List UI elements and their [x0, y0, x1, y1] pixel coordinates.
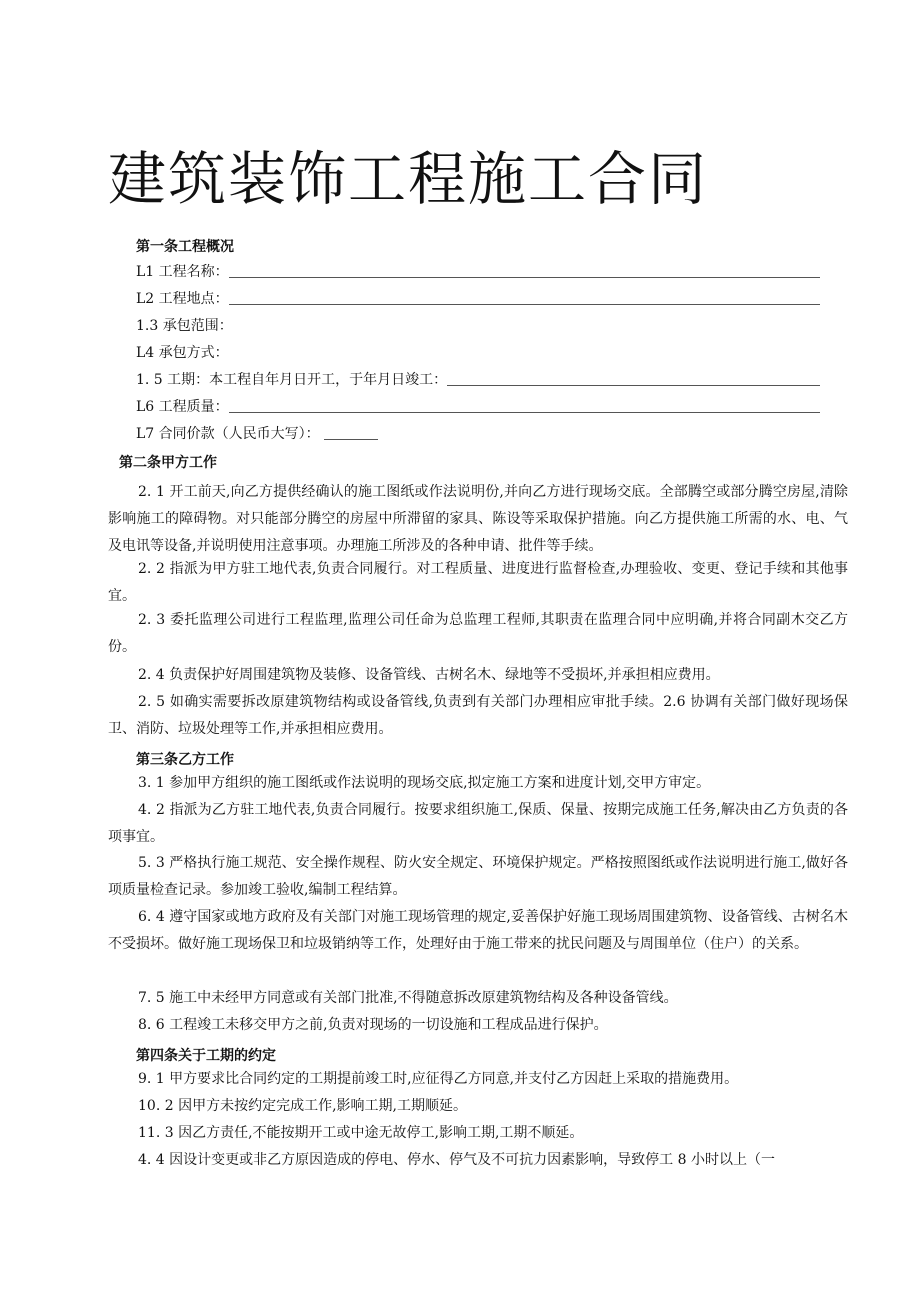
clause-2-4: 2. 4 负责保护好周围建筑物及装修、设备管线、古树名木、绿地等不受损坏,并承担相应费用。 — [138, 667, 720, 683]
field-label: L7 合同价款（人民币大写）： — [136, 426, 320, 442]
field-contract-method — [136, 342, 820, 362]
clause-2-1: 2. 1 开工前天,向乙方提供经确认的施工图纸或作法说明份,并向乙方进行现场交底。全部腾空或部分腾空房屋,清除影响施工的障碍物。对只能部分腾空的房屋中所滞留的家具、陈设等采取保护措施。向乙方提供施工所需的水、电、气及电讯等设备,并说明使用注意事项。办理施工所涉及的各种申请、批件等手续。 — [108, 484, 848, 554]
field-construction-period — [136, 369, 820, 389]
field-project-location — [136, 288, 820, 308]
article-1-heading: 第一条工程概况 — [136, 239, 234, 255]
clause-3-2: 4. 2 指派为乙方驻工地代表,负责合同履行。按要求组织施工,保质、保量、按期完成施工任务,解决由乙方负责的各项事宜。 — [108, 802, 848, 845]
clause-3-3: 5. 3 严格执行施工规范、安全操作规程、防火安全规定、环境保护规定。严格按照图纸或作法说明进行施工,做好各项质量检查记录。参加竣工验收,编制工程结算。 — [108, 855, 848, 898]
article-4-heading: 第四条关于工期的约定 — [136, 1048, 276, 1064]
clause-4-3: 11. 3 因乙方责任,不能按期开工或中途无故停工,影响工期,工期不顺延。 — [138, 1125, 584, 1141]
clause-2-2: 2. 2 指派为甲方驻工地代表,负责合同履行。对工程质量、进度进行监督检查,办理验收、变更、登记手续和其他事宜。 — [108, 561, 848, 604]
field-project-quality — [136, 396, 820, 416]
field-label: 1.3 承包范围： — [136, 318, 233, 334]
fill-in-line — [229, 276, 820, 278]
clause-4-1: 9. 1 甲方要求比合同约定的工期提前竣工时,应征得乙方同意,并支付乙方因赶上采取的措施费用。 — [138, 1071, 739, 1087]
clause-3-5: 7. 5 施工中未经甲方同意或有关部门批准,不得随意拆改原建筑物结构及各种设备管线。 — [138, 990, 678, 1006]
article-2-heading: 第二条甲方工作 — [119, 455, 217, 471]
field-contract-price — [136, 423, 378, 443]
field-label: 1. 5 工期：本工程自年月日开工，于年月日竣工： — [136, 372, 448, 388]
field-project-name — [136, 261, 820, 281]
clause-4-4: 4. 4 因设计变更或非乙方原因造成的停电、停水、停气及不可抗力因素影响，导致停工 8 小时以上（一 — [138, 1152, 775, 1168]
fill-in-line — [229, 411, 820, 413]
field-label: L6 工程质量： — [136, 399, 229, 415]
document-title: 建筑装饰工程施工合同 — [108, 145, 709, 213]
field-label: L4 承包方式： — [136, 345, 229, 361]
fill-in-line — [447, 384, 820, 386]
field-contract-scope — [136, 315, 820, 335]
clause-4-2: 10. 2 因甲方未按约定完成工作,影响工期,工期顺延。 — [138, 1098, 467, 1114]
clause-3-4: 6. 4 遵守国家或地方政府及有关部门对施工现场管理的规定,妥善保护好施工现场周围建筑物、设备管线、古树名木不受损坏。做好施工现场保卫和垃圾销纳等工作，处理好由于施工带来的扰民问题及与周围单位（住户）的关系。 — [108, 909, 848, 952]
field-label: L1 工程名称： — [136, 264, 229, 280]
field-label: L2 工程地点： — [136, 291, 229, 307]
clause-2-3: 2. 3 委托监理公司进行工程监理,监理公司任命为总监理工程师,其职责在监理合同中应明确,并将合同副木交乙方份。 — [108, 612, 848, 655]
fill-in-line — [324, 438, 378, 440]
clause-3-1: 3. 1 参加甲方组织的施工图纸或作法说明的现场交底,拟定施工方案和进度计划,交甲方审定。 — [138, 775, 711, 791]
fill-in-line — [229, 303, 820, 305]
clause-3-6: 8. 6 工程竣工未移交甲方之前,负责对现场的一切设施和工程成品进行保护。 — [138, 1017, 608, 1033]
article-3-heading: 第三条乙方工作 — [136, 752, 234, 768]
clause-2-5: 2. 5 如确实需要拆改原建筑物结构或设备管线,负责到有关部门办理相应审批手续。2.6 协调有关部门做好现场保卫、消防、垃圾处理等工作,并承担相应费用。 — [108, 694, 848, 737]
